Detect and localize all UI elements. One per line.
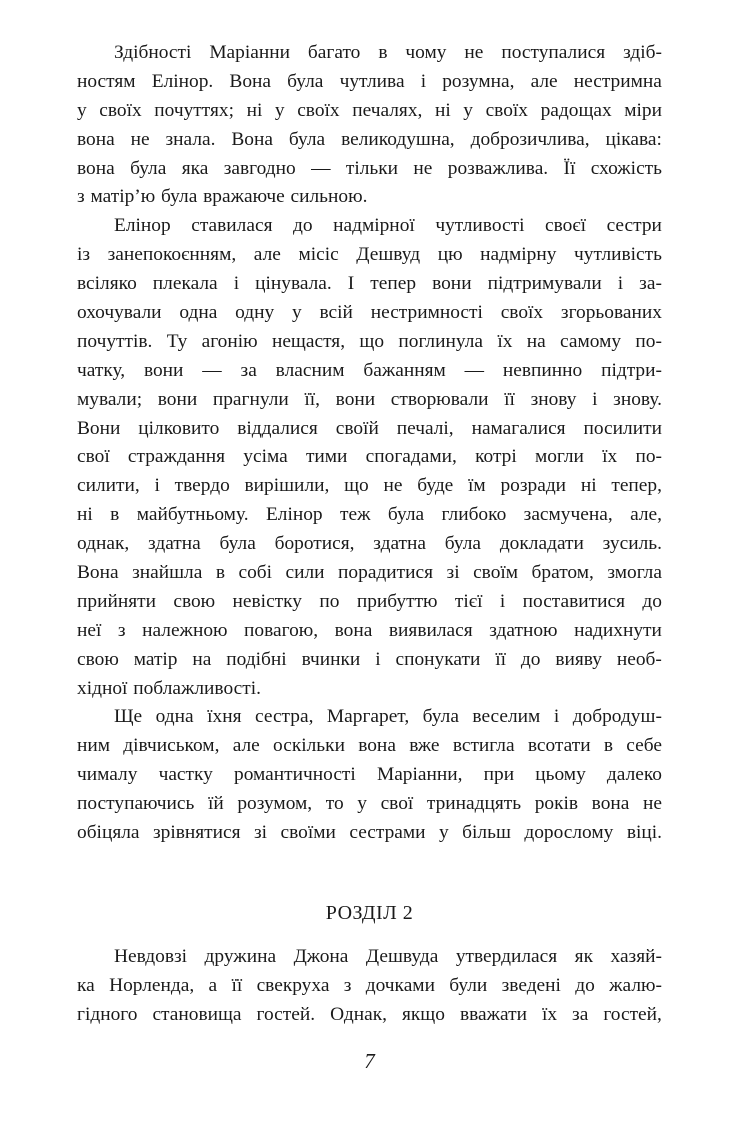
text-line: вона була яка завгодно — тільки не розважлива. Її схожість xyxy=(77,157,662,179)
text-line: вона не знала. Вона була великодушна, доброзичлива, цікава: xyxy=(77,128,662,150)
text-line: неї з належною повагою, вона виявилася здатною надихнути xyxy=(77,619,662,641)
text-line: охочували одна одну у всій нестримності своїх згорьованих xyxy=(77,302,662,324)
page-number: 7 xyxy=(364,1049,375,1073)
text-line: поступаючись їй розумом, то у свої тринадцять років вона не xyxy=(77,793,662,815)
chapter-title: РОЗДІЛ 2 xyxy=(325,902,414,924)
text-line: чатку, вони — за власним бажанням — невпинно підтри- xyxy=(77,359,662,381)
text-line: ка Норленда, а її свекруха з дочками були зведені до жалю- xyxy=(77,974,662,996)
text-line: ні в майбутньому. Елінор теж була глибоко засмучена, але, xyxy=(77,504,662,526)
text-line: Ще одна їхня сестра, Маргарет, була веселим і добродуш- xyxy=(114,706,662,728)
text-line: з матір’ю була вражаюче сильною. xyxy=(77,186,368,208)
chapter-1-text xyxy=(77,39,662,848)
text-line: Невдовзі дружина Джона Дешвуда утвердилася як хазяй- xyxy=(114,946,662,967)
text-line: Вона знайшла в собі сили порадитися зі своїм братом, змогла xyxy=(77,562,662,584)
text-line: Вони цілковито віддалися своїй печалі, намагалися посилити xyxy=(77,417,662,439)
chapter-2-text xyxy=(77,943,662,1030)
text-line: ностям Елінор. Вона була чутлива і розумна, але нестримна xyxy=(77,70,662,92)
text-line: всіляко плекала і цінувала. І тепер вони підтримували і за- xyxy=(77,273,662,295)
text-line: чималу частку романтичності Маріанни, при цьому далеко xyxy=(77,764,662,786)
text-line: Елінор ставилася до надмірної чутливості своєї сестри xyxy=(114,215,662,237)
text-line: обіцяла зрівнятися зі своїми сестрами у більш дорослому віці. xyxy=(77,822,662,844)
text-line: свої страждання усіма тими спогадами, котрі могли їх по- xyxy=(77,446,662,468)
text-line: прийняти свою невістку по прибуттю тієї і поставитися до xyxy=(77,590,662,612)
text-line: свою матір на подібні вчинки і спонукати її до вияву необ- xyxy=(77,648,662,670)
text-line: однак, здатна була боротися, здатна була докладати зусиль. xyxy=(77,533,662,555)
text-line: почуттів. Ту агонію нещастя, що поглинула їх на самому по- xyxy=(77,330,662,352)
text-line: у своїх почуттях; ні у своїх печалях, ні у своїх радощах міри xyxy=(77,99,662,121)
text-line: ним дівчиськом, але оскільки вона вже встигла всотати в себе xyxy=(77,735,662,757)
text-line: Здібності Маріанни багато в чому не поступалися здіб- xyxy=(114,42,662,63)
text-line: силити, і твердо вирішили, що не буде їм розради ні тепер, xyxy=(77,475,662,497)
text-line: хідної поблажливості. xyxy=(77,677,261,699)
text-line: із занепокоєнням, але місіс Дешвуд цю надмірну чутливість xyxy=(77,244,662,266)
text-line: мували; вони прагнули її, вони створювали її знову і знову. xyxy=(77,388,662,410)
text-line: гідного становища гостей. Однак, якщо вважати їх за гостей, xyxy=(77,1003,662,1025)
